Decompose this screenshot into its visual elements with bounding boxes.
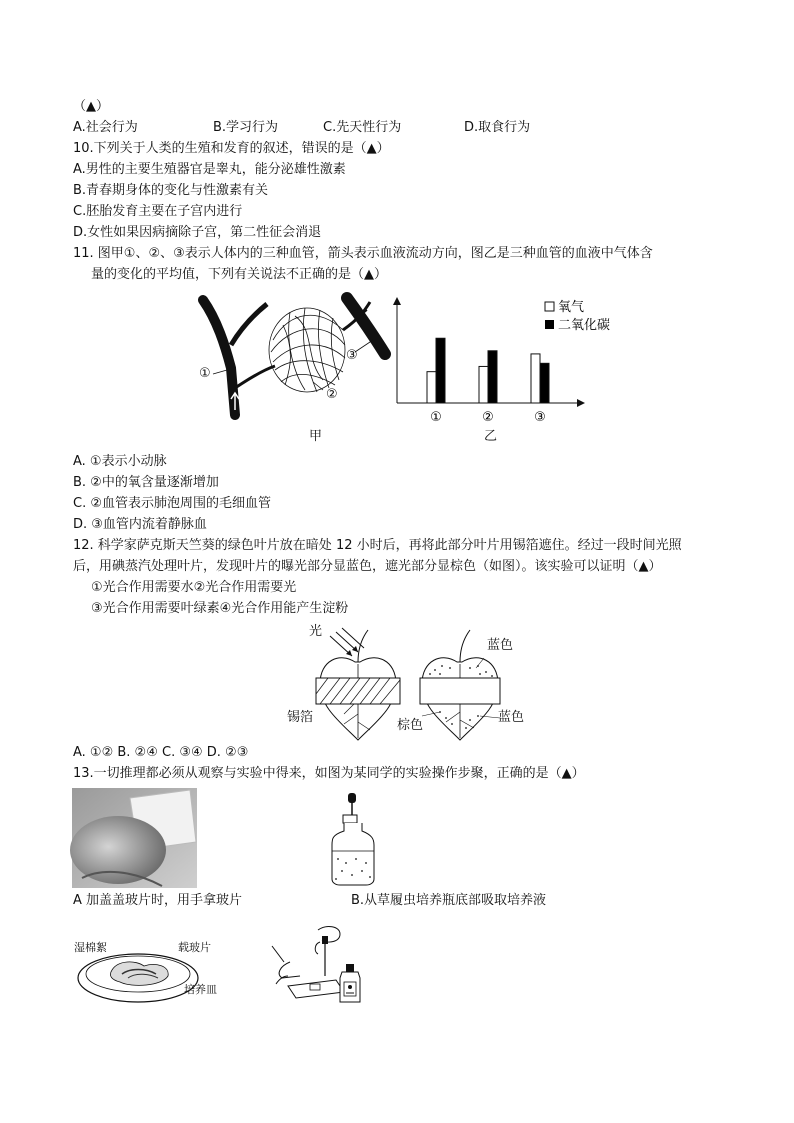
leaf-label-brown: 棕色 bbox=[397, 718, 424, 733]
petri-label-dish: 培养皿 bbox=[184, 983, 217, 996]
bar-co2-3 bbox=[540, 363, 549, 403]
q12-options: A. ①② B. ②④ C. ③④ D. ②③ bbox=[73, 745, 249, 760]
figure-yi-caption: 乙 bbox=[484, 429, 498, 444]
q12-statements-line2: ③光合作用需要叶绿素④光合作用能产生淀粉 bbox=[91, 601, 349, 616]
leaf-label-blue-bottom: 蓝色 bbox=[498, 710, 525, 725]
q11-stem-line2: 量的变化的平均值，下列有关说法不正确的是（▲） bbox=[91, 267, 387, 282]
leaf-label-foil: 锡箔 bbox=[287, 710, 314, 725]
q10-stem: 10.下列关于人类的生殖和发育的叙述，错误的是（▲） bbox=[73, 141, 390, 156]
q9-option-a: A.社会行为 bbox=[73, 120, 138, 135]
figure-jia-label-1: ① bbox=[199, 366, 211, 381]
bar-oxygen-2 bbox=[479, 366, 488, 403]
x-tick-label-1: ① bbox=[430, 410, 442, 425]
q10-option-c: C.胚胎发育主要在子宫内进行 bbox=[73, 204, 243, 219]
q9-option-b: B.学习行为 bbox=[213, 120, 279, 135]
q12-stem-line2: 后，用碘蒸汽处理叶片，发现叶片的曝光部分显蓝色，遮光部分显棕色（如图）。该实验可以证明（▲） bbox=[73, 559, 662, 574]
q12-stem-line1: 12. 科学家萨克斯天竺葵的绿色叶片放在暗处 12 小时后，再将此部分叶片用锡箔遮住。经过一段时间光照 bbox=[73, 538, 682, 553]
q9-option-d: D.取食行为 bbox=[464, 120, 531, 135]
q11-stem-line1: 11. 图甲①、②、③表示人体内的三种血管，箭头表示血液流动方向，图乙是三种血管的血液中气体含 bbox=[73, 246, 653, 261]
figure-bottle-dropper bbox=[326, 793, 386, 888]
bar-co2-2 bbox=[488, 351, 497, 403]
figure-jia-label-2: ② bbox=[326, 387, 338, 402]
legend-swatch-co2 bbox=[545, 320, 554, 329]
petri-label-slide: 载玻片 bbox=[178, 941, 211, 954]
q9-tail: （▲） bbox=[73, 99, 109, 114]
q13-option-a: A 加盖盖玻片时，用手拿玻片 bbox=[73, 893, 243, 908]
x-axis-arrow bbox=[577, 399, 585, 407]
figure-dropper-hands bbox=[270, 922, 370, 1010]
figure-jia-label-3: ③ bbox=[346, 348, 358, 363]
leaf-label-light: 光 bbox=[309, 624, 323, 639]
q11-option-d: D. ③血管内流着静脉血 bbox=[73, 517, 207, 532]
figure-jia-caption: 甲 bbox=[309, 429, 323, 444]
q11-option-a: A. ①表示小动脉 bbox=[73, 454, 167, 469]
bar-oxygen-1 bbox=[427, 372, 436, 403]
legend-label-oxygen: 氧气 bbox=[558, 300, 585, 315]
q11-option-c: C. ②血管表示肺泡周围的毛细血管 bbox=[73, 496, 271, 511]
q10-option-b: B.青春期身体的变化与性激素有关 bbox=[73, 183, 269, 198]
photo-cover-slip bbox=[72, 788, 197, 888]
figure-jia-vessels bbox=[195, 290, 400, 420]
y-axis-arrow bbox=[393, 297, 401, 305]
leaf-label-blue-top: 蓝色 bbox=[487, 638, 514, 653]
q13-stem: 13.一切推理都必须从观察与实验中得来，如图为某同学的实验操作步聚，正确的是（▲） bbox=[73, 766, 585, 781]
x-tick-label-3: ③ bbox=[534, 410, 546, 425]
bar-oxygen-3 bbox=[531, 354, 540, 403]
q12-statements-line1: ①光合作用需要水②光合作用需要光 bbox=[91, 580, 297, 595]
petri-label-cotton: 湿棉絮 bbox=[74, 941, 107, 954]
figure-yi-chart bbox=[385, 295, 611, 430]
q10-option-d: D.女性如果因病摘除子宫，第二性征会消退 bbox=[73, 225, 322, 240]
x-tick-label-2: ② bbox=[482, 410, 494, 425]
q9-option-c: C.先天性行为 bbox=[323, 120, 402, 135]
legend-label-co2: 二氧化碳 bbox=[558, 318, 611, 333]
q11-option-b: B. ②中的氧含量逐渐增加 bbox=[73, 475, 219, 490]
q13-option-b: B.从草履虫培养瓶底部吸取培养液 bbox=[351, 893, 547, 908]
q10-option-a: A.男性的主要生殖器官是睾丸，能分泌雄性激素 bbox=[73, 162, 346, 177]
legend-swatch-oxygen bbox=[545, 302, 554, 311]
bar-co2-1 bbox=[436, 338, 445, 403]
